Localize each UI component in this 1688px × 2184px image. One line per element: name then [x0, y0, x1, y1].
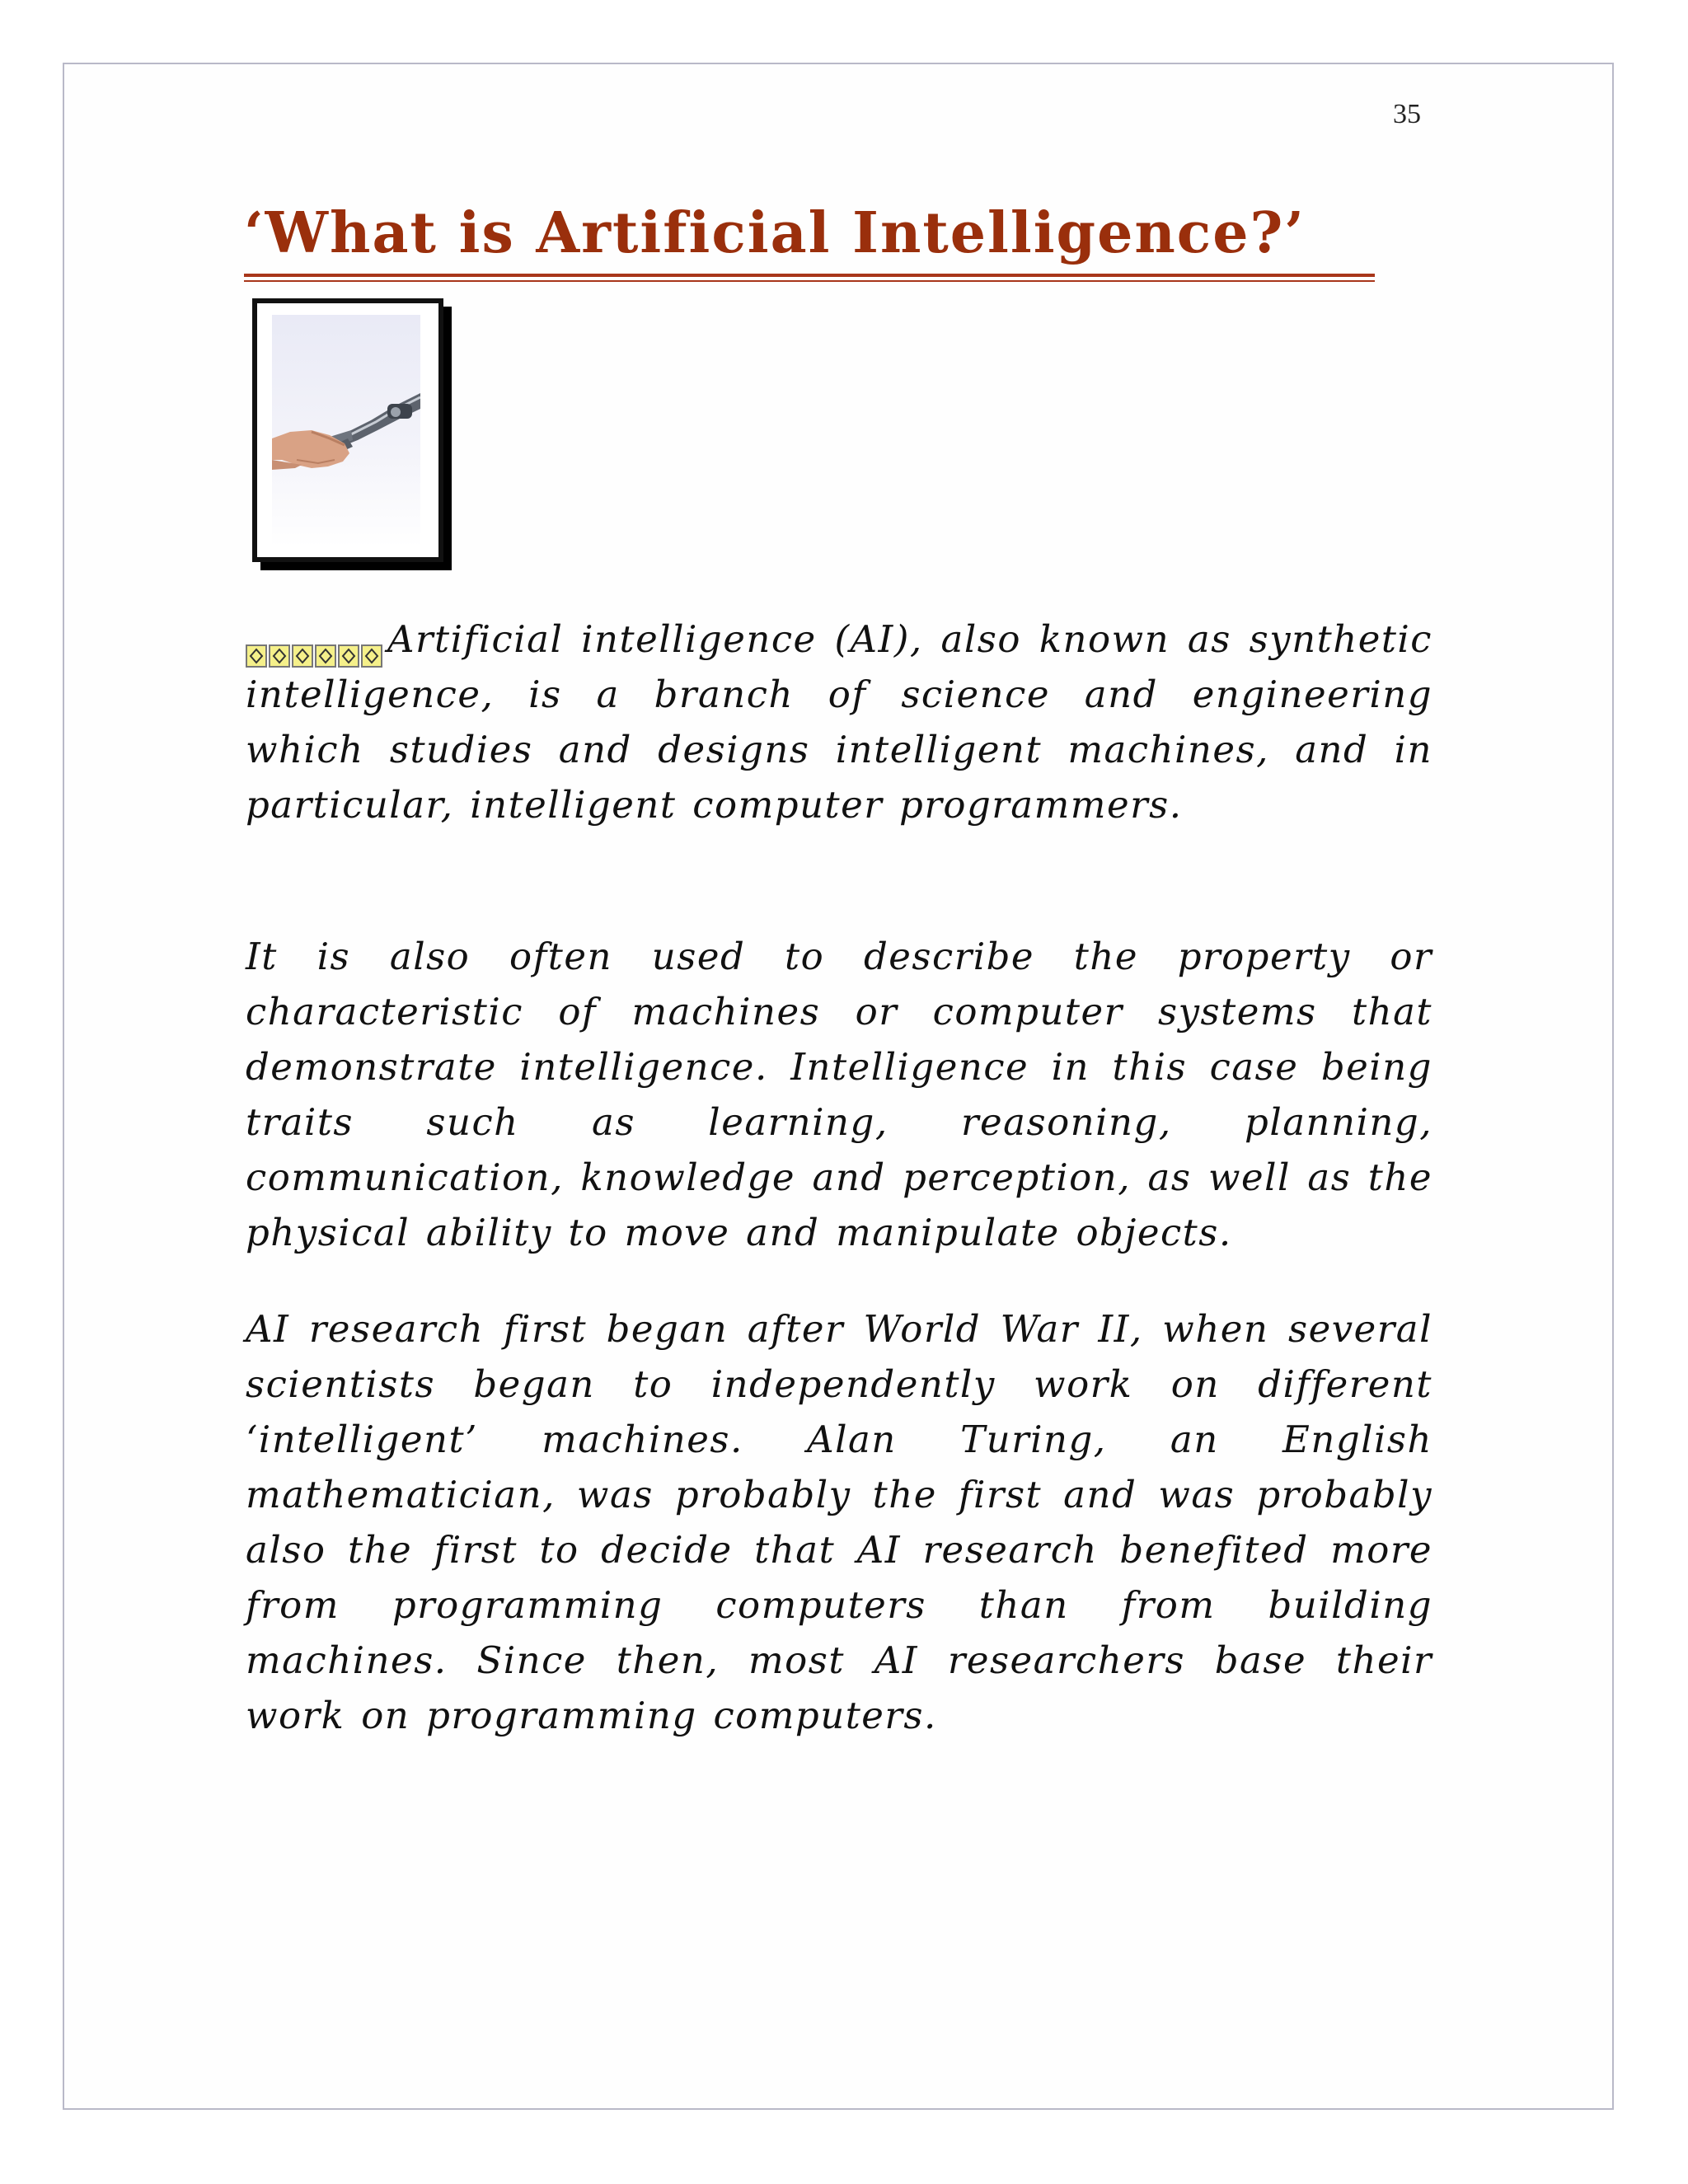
- diamond-icon: [361, 644, 382, 668]
- paragraph-text: Artificial intelligence (AI), also known as synthetic intelligence, is a branch of science and engineering which studies and designs intelligent machines, and in particular, intelligent computer programmers.: [246, 617, 1432, 827]
- handshake-photo-frame: [252, 298, 443, 562]
- paragraph-characteristics: It is also often used to describe the property or characteristic of machines or computer systems that demonstrate intelligence. Intelligence in this case being traits such as learning, reasoning, planning, communication, knowledge and perception, as well as the physical ability to move and manipulate objects.: [246, 935, 1432, 1254]
- page-title: ‘What is Artificial Intelligence?’: [244, 200, 1306, 266]
- paragraph-definition: [246, 612, 1432, 832]
- diamond-icon: [246, 644, 267, 668]
- diamond-icon: [269, 644, 290, 668]
- paragraph-history: AI research first began after World War II, when several scientists began to independently work on different ‘intelligent’ machines. Alan Turing, an English mathematician, was probably the first and was probably also the first to decide that AI research benefited more from programming computers than from building machines. Since then, most AI researchers base their work on programming computers.: [246, 1307, 1432, 1737]
- title-underline-thin: [244, 280, 1375, 282]
- handshake-icon: [272, 315, 420, 547]
- diamond-icon: [292, 644, 313, 668]
- title-underline: [244, 274, 1375, 277]
- handshake-photo: [272, 315, 420, 547]
- diamond-icon: [338, 644, 359, 668]
- decorative-bullets: [246, 626, 384, 654]
- diamond-icon: [315, 644, 336, 668]
- page-number: 35: [1393, 99, 1421, 129]
